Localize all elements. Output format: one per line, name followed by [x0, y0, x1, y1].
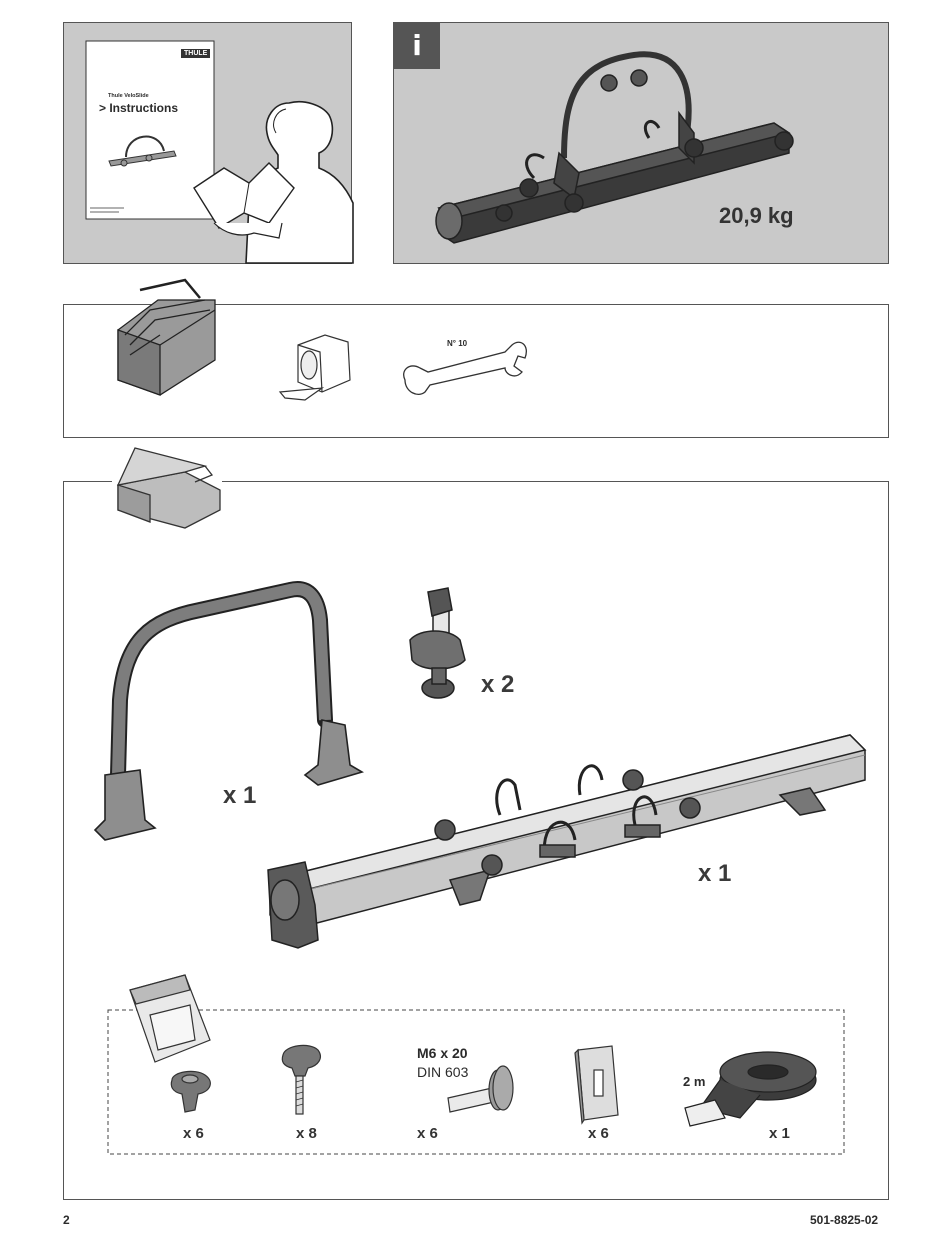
rail-qty: x 1 [698, 860, 732, 887]
knob-icon [171, 1071, 210, 1112]
box-icon [112, 448, 222, 528]
page-number: 2 [63, 1213, 70, 1227]
screw-knob-qty: x 8 [296, 1125, 317, 1142]
strap-icon [685, 1052, 816, 1126]
strap-length: 2 m [683, 1074, 706, 1089]
bolt-spec: M6 x 20 [417, 1045, 468, 1061]
manual-title: > Instructions [99, 101, 179, 115]
wrench-size-label: N° 10 [447, 339, 468, 348]
bolt-qty: x 6 [417, 1125, 438, 1142]
document-id: 501-8825-02 [810, 1213, 879, 1227]
manual-brand-logo: THULE [181, 49, 210, 58]
plate-qty: x 6 [588, 1125, 609, 1142]
plate-icon [575, 1046, 618, 1123]
bolt-standard: DIN 603 [417, 1064, 469, 1080]
rail-part [268, 735, 865, 948]
product-weight: 20,9 kg [719, 203, 794, 228]
arch-qty: x 1 [223, 782, 257, 809]
info-badge: i [394, 23, 440, 69]
manual-product-name: Thule VeloSlide [108, 93, 149, 99]
knob-qty: x 6 [183, 1125, 204, 1142]
strap-qty: x 1 [769, 1125, 790, 1142]
holder-qty: x 2 [481, 671, 515, 698]
bag-icon [130, 975, 210, 1062]
screw-knob-icon [282, 1045, 320, 1114]
bike-holder-part [410, 588, 465, 698]
